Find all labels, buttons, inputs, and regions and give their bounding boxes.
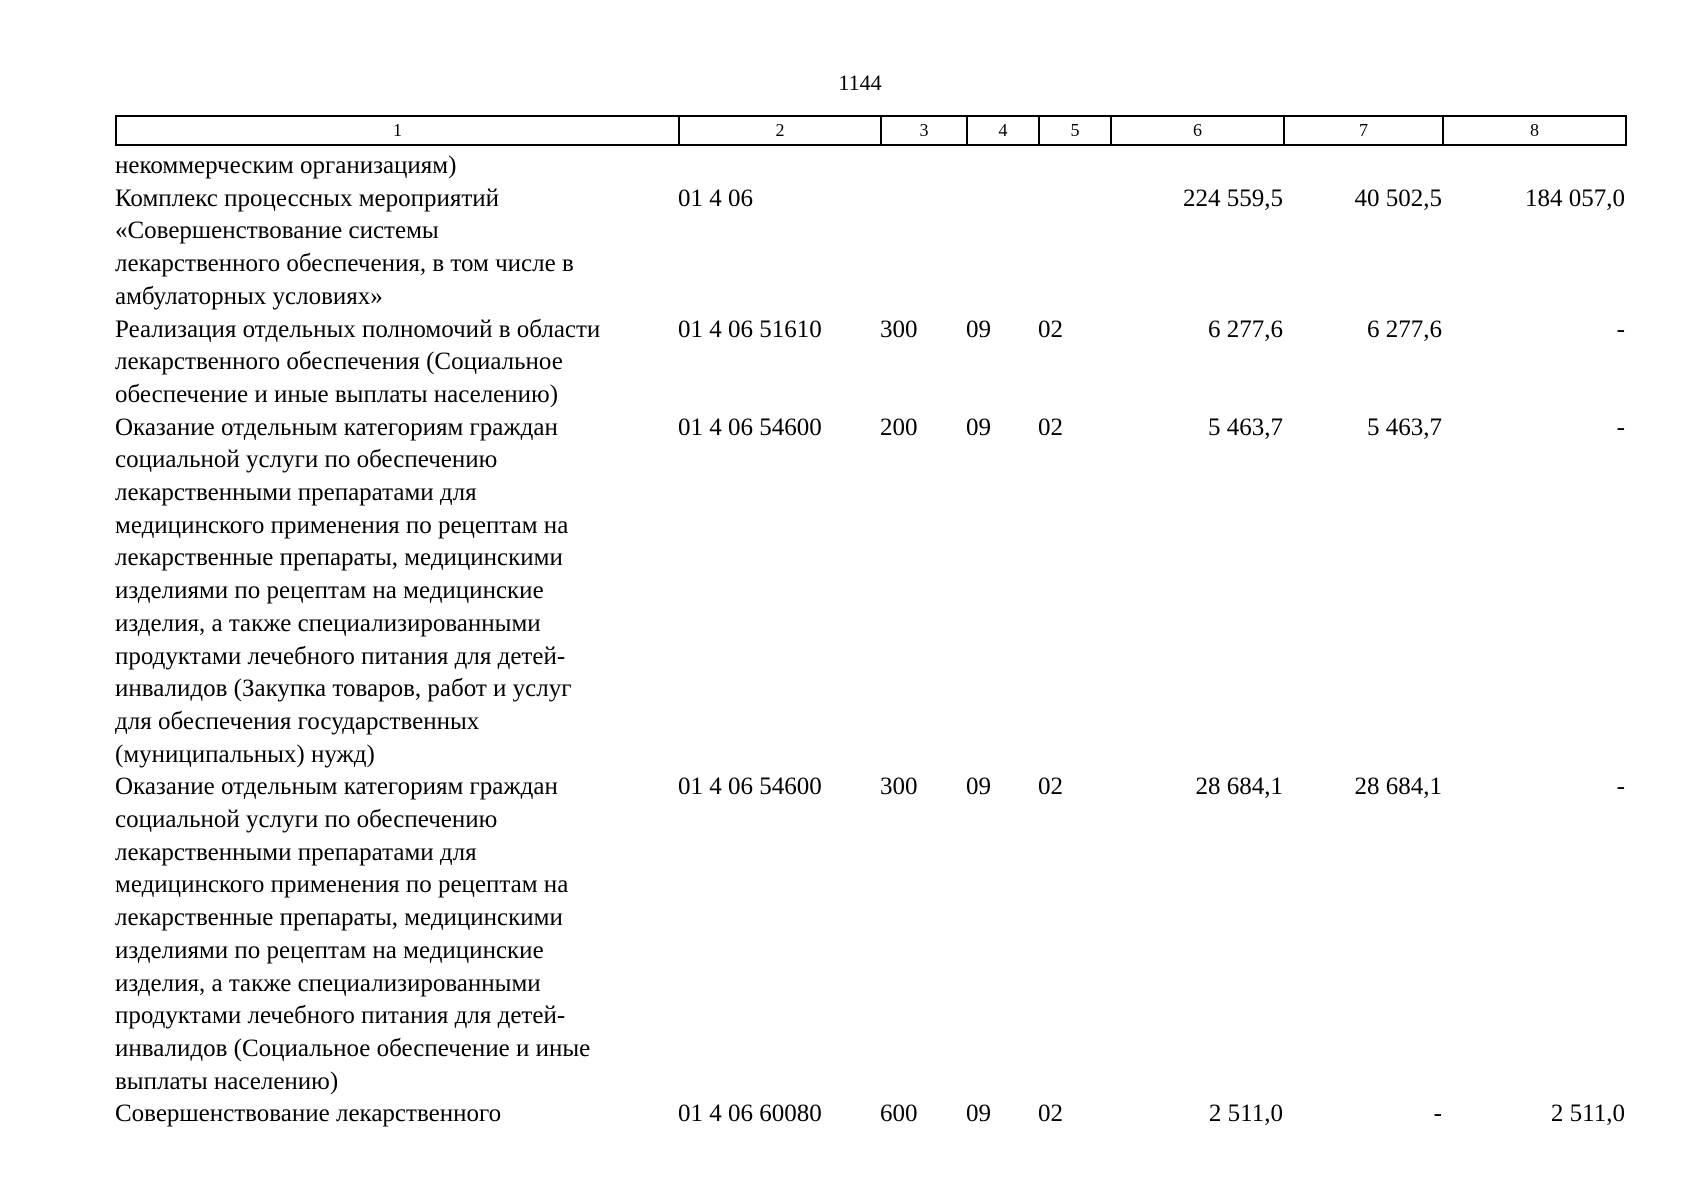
- table-row: [115, 314, 1625, 412]
- section-cell: [966, 183, 1038, 314]
- item-name-line: социальной услуги по обеспечению: [115, 446, 498, 474]
- amount-col8-cell: -: [1616, 773, 1625, 801]
- item-name-cell: [115, 183, 678, 314]
- table-row: [115, 1098, 1625, 1131]
- total-amount-cell: [1110, 150, 1283, 183]
- subsection-cell: [1038, 150, 1110, 183]
- expense-type-cell: [880, 183, 966, 314]
- item-name-line: изделиями по рецептам на медицинские: [115, 936, 544, 964]
- amount-col8-cell: [1442, 150, 1625, 183]
- header-col-3: 3: [881, 116, 967, 145]
- expense-type-cell: [880, 150, 966, 183]
- expense-type-cell: 300: [880, 773, 918, 801]
- item-name-line: медицинского применения по рецептам на: [115, 511, 569, 539]
- table-row: [115, 771, 1625, 1098]
- amount-col7-cell: -: [1433, 1100, 1442, 1128]
- amount-col8-cell: 184 057,0: [1525, 184, 1625, 212]
- amount-col7-cell: 40 502,5: [1354, 184, 1442, 212]
- item-name-line: некоммерческим организациям): [115, 152, 457, 179]
- item-name-line: инвалидов (Закупка товаров, работ и услуг: [115, 675, 572, 703]
- item-name-line: изделиями по рецептам на медицинские: [115, 577, 544, 605]
- target-code-cell: 01 4 06 54600: [678, 773, 822, 801]
- expense-type-cell: 300: [880, 315, 918, 343]
- amount-col8-cell: 2 511,0: [1550, 1100, 1625, 1128]
- target-code-cell: 01 4 06 54600: [678, 413, 822, 441]
- header-col-6: 6: [1111, 116, 1284, 145]
- item-name-line: медицинского применения по рецептам на: [115, 871, 569, 899]
- section-cell: 09: [966, 315, 991, 343]
- item-name-line: Комплекс процессных мероприятий: [115, 184, 500, 212]
- section-cell: 09: [966, 1100, 991, 1128]
- item-name-line: лекарственные препараты, медицинскими: [115, 544, 563, 572]
- item-name-line: лекарственными препаратами для: [115, 838, 477, 866]
- item-name-line: Реализация отдельных полномочий в области: [115, 315, 601, 343]
- amount-col7-cell: 28 684,1: [1354, 773, 1442, 801]
- section-cell: 09: [966, 773, 991, 801]
- item-name-line: лекарственного обеспечения, в том числе в: [115, 250, 574, 278]
- item-name-line: продуктами лечебного питания для детей-: [115, 642, 566, 670]
- item-name-cell: [115, 771, 678, 1098]
- total-amount-cell: 5 463,7: [1208, 413, 1283, 441]
- item-name-cell: [115, 150, 678, 183]
- total-amount-cell: 224 559,5: [1183, 184, 1283, 212]
- amount-col7-cell: 5 463,7: [1367, 413, 1442, 441]
- amount-col7-cell: 6 277,6: [1367, 315, 1442, 343]
- item-name-line: обеспечение и иные выплаты населению): [115, 380, 559, 408]
- item-name-cell: [115, 412, 678, 772]
- target-code-cell: [678, 150, 880, 183]
- item-name-line: Оказание отдельным категориям граждан: [115, 413, 558, 441]
- item-name-line: лекарственные препараты, медицинскими: [115, 904, 563, 932]
- item-name-line: изделия, а также специализированными: [115, 609, 541, 637]
- header-col-1: 1: [116, 116, 679, 145]
- total-amount-cell: 28 684,1: [1195, 773, 1283, 801]
- item-name-line: социальной услуги по обеспечению: [115, 806, 498, 834]
- item-name-line: (муниципальных) нужд): [115, 740, 375, 768]
- item-name-line: для обеспечения государственных: [115, 707, 480, 735]
- item-name-line: Совершенствование лекарственного: [115, 1100, 502, 1128]
- table-row: [115, 183, 1625, 314]
- amount-col8-cell: -: [1616, 315, 1625, 343]
- item-name-line: лекарственного обеспечения (Социальное: [115, 348, 563, 376]
- expense-type-cell: 200: [880, 413, 918, 441]
- target-code-cell: 01 4 06: [678, 184, 753, 212]
- section-cell: 09: [966, 413, 991, 441]
- header-col-7: 7: [1284, 116, 1443, 145]
- amount-col7-cell: [1283, 150, 1442, 183]
- header-col-5: 5: [1039, 116, 1111, 145]
- section-cell: [966, 150, 1038, 183]
- subsection-cell: 02: [1038, 413, 1063, 441]
- total-amount-cell: 2 511,0: [1208, 1100, 1283, 1128]
- item-name-line: изделия, а также специализированными: [115, 969, 541, 997]
- item-name-cell: [115, 1098, 678, 1131]
- item-name-line: продуктами лечебного питания для детей-: [115, 1002, 566, 1030]
- item-name-line: Оказание отдельным категориям граждан: [115, 773, 558, 801]
- item-name-line: лекарственными препаратами для: [115, 479, 477, 507]
- subsection-cell: 02: [1038, 1100, 1063, 1128]
- amount-col8-cell: -: [1616, 413, 1625, 441]
- subsection-cell: 02: [1038, 315, 1063, 343]
- total-amount-cell: 6 277,6: [1208, 315, 1283, 343]
- item-name-cell: [115, 314, 678, 412]
- target-code-cell: 01 4 06 51610: [678, 315, 822, 343]
- expense-type-cell: 600: [880, 1100, 918, 1128]
- header-col-4: 4: [967, 116, 1039, 145]
- item-name-line: амбулаторных условиях»: [115, 282, 383, 310]
- page-number: 1144: [838, 70, 882, 95]
- budget-table: [115, 150, 1625, 1131]
- header-col-8: 8: [1443, 116, 1626, 145]
- table-row: [115, 412, 1625, 772]
- header-col-2: 2: [679, 116, 881, 145]
- item-name-line: инвалидов (Социальное обеспечение и иные: [115, 1034, 591, 1062]
- target-code-cell: 01 4 06 60080: [678, 1100, 822, 1128]
- subsection-cell: 02: [1038, 773, 1063, 801]
- column-number-header: [115, 115, 1627, 146]
- item-name-line: «Совершенствование системы: [115, 217, 439, 245]
- item-name-line: выплаты населению): [115, 1067, 339, 1095]
- subsection-cell: [1038, 183, 1110, 314]
- table-row: [115, 150, 1625, 183]
